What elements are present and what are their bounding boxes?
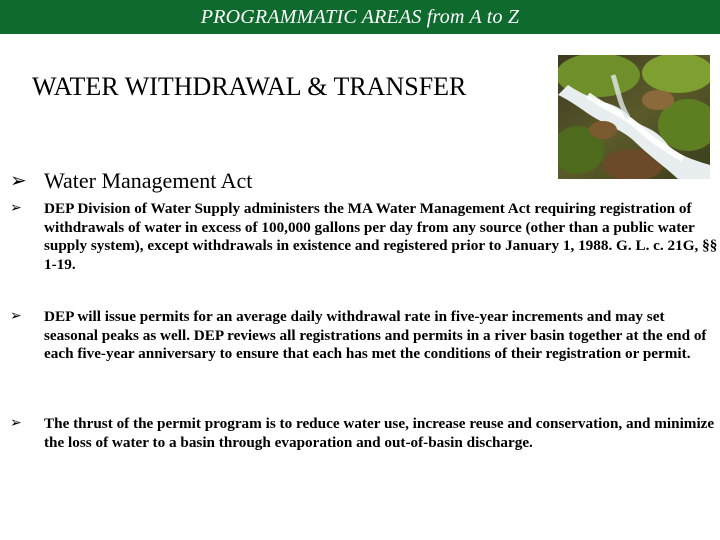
sub-bullet-2 (10, 308, 718, 364)
sub-bullet-text: DEP Division of Water Supply administers the MA Water Management Act requiring registration of withdrawals of water in excess of 100,000 gallons per day from any source (other than a public water supply system), except withdrawals in existence and registered prior to January 1, 1988. G. L. c. 21G, §§ 1-19. (44, 200, 718, 273)
sub-bullet-text: The thrust of the permit program is to reduce water use, increase reuse and conservation, and minimize the loss of water to a basin through evaporation and out-of-basin discharge. (44, 415, 715, 451)
arrowhead-bullet-icon: ➢ (10, 170, 27, 192)
arrowhead-bullet-icon: ➢ (10, 416, 22, 431)
sub-bullet-1 (10, 200, 718, 274)
arrowhead-bullet-icon: ➢ (10, 201, 22, 216)
title-banner (0, 0, 720, 34)
slide-title: WATER WITHDRAWAL & TRANSFER (32, 72, 467, 101)
banner-title: PROGRAMMATIC AREAS from A to Z (200, 5, 520, 28)
sub-bullet-text: DEP will issue permits for an average daily withdrawal rate in five-year increments and may set seasonal peaks as well. DEP reviews all registrations and permits in a river basin together at the end of each five-year anniversary to ensure that each has met the conditions of their registration or permit. (44, 308, 707, 363)
main-bullet-text: Water Management Act (44, 168, 253, 193)
arrowhead-bullet-icon: ➢ (10, 309, 22, 324)
sub-bullet-3 (10, 415, 718, 452)
main-bullet (10, 168, 252, 194)
stream-photo (558, 55, 710, 179)
